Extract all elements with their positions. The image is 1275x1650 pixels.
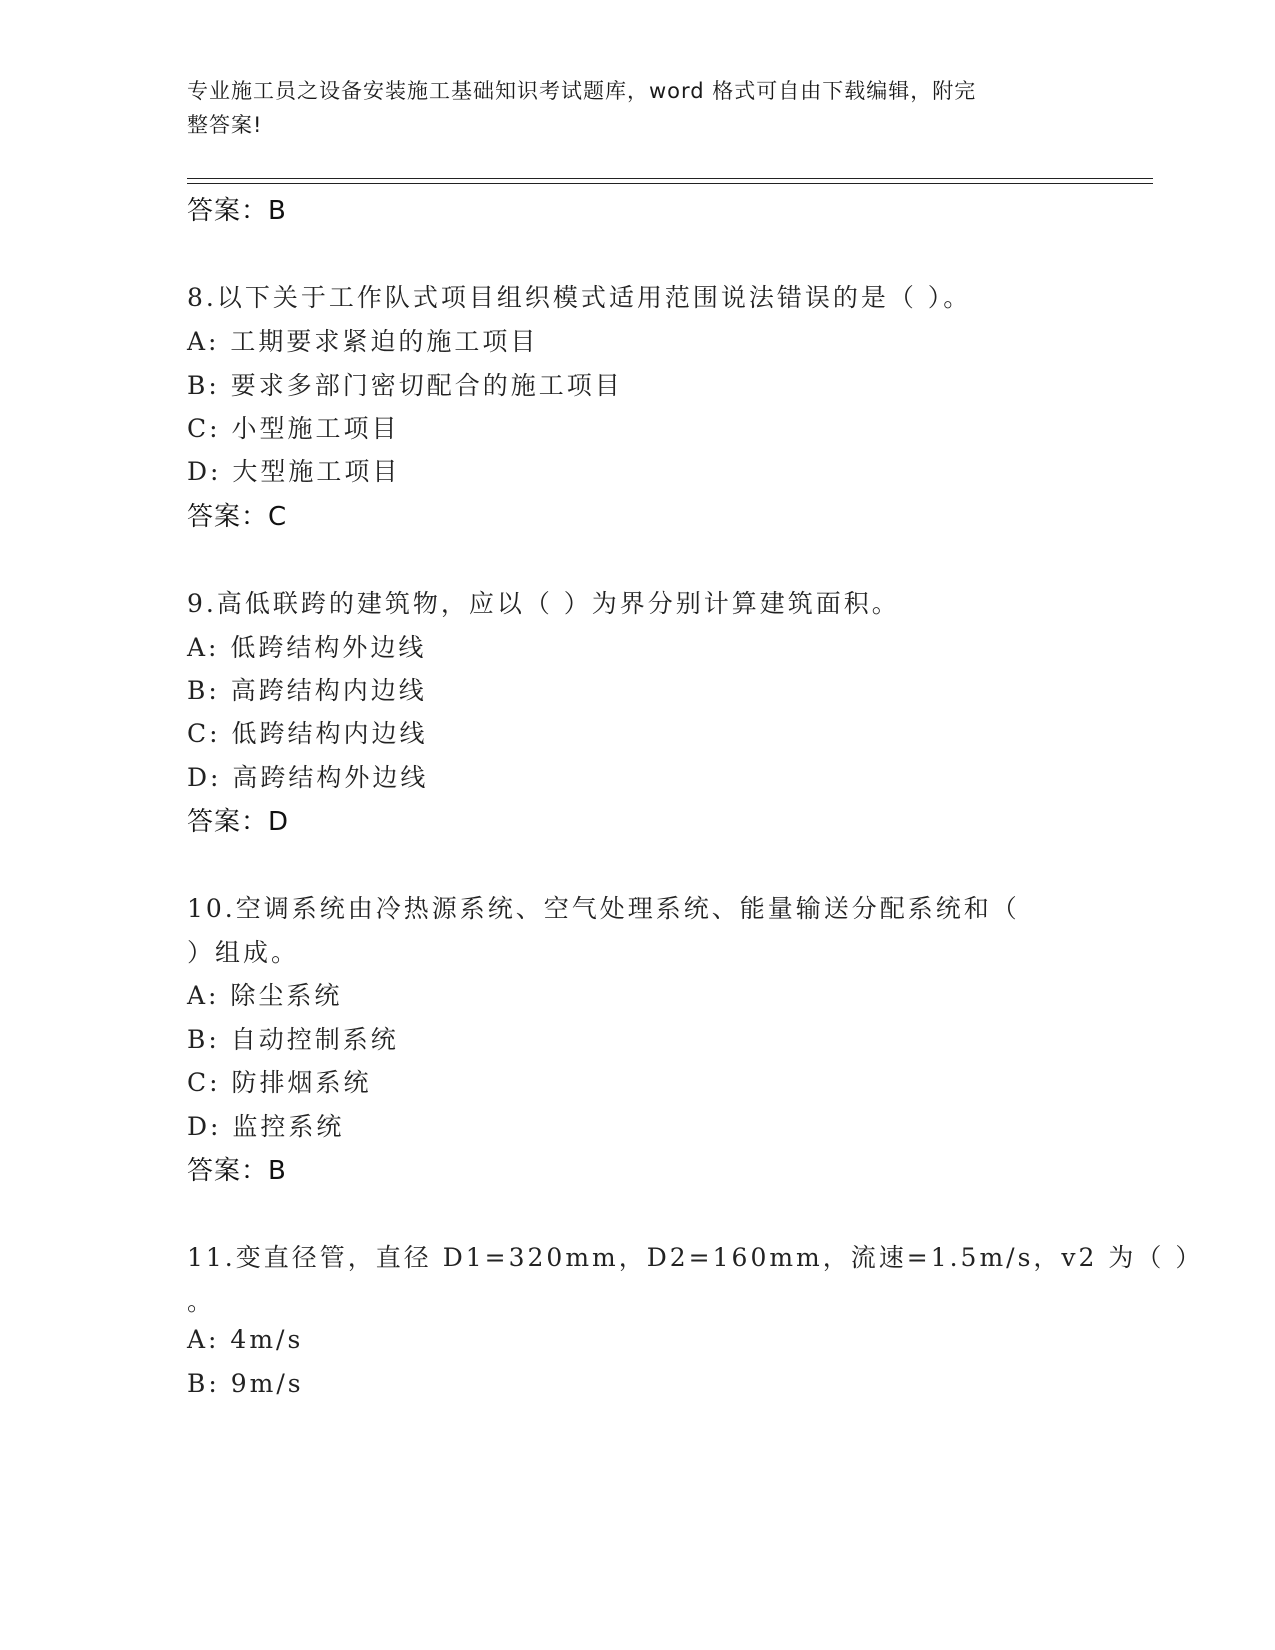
question-10-option-b: B: 自动控制系统: [187, 1025, 399, 1054]
question-9-stem: 9.高低联跨的建筑物，应以（ ）为界分别计算建筑面积。: [187, 589, 900, 618]
question-10-stem-line-1: 10.空调系统由冷热源系统、空气处理系统、能量输送分配系统和（: [187, 894, 1020, 923]
header-line-1: 专业施工员之设备安装施工基础知识考试题库，word 格式可自由下载编辑，附完: [187, 79, 977, 103]
question-9-answer: 答案：D: [187, 807, 290, 837]
header-line-2: 整答案!: [187, 113, 263, 137]
question-8-stem: 8.以下关于工作队式项目组织模式适用范围说法错误的是（ ）。: [187, 283, 972, 312]
question-8-option-a: A: 工期要求紧迫的施工项目: [187, 327, 539, 356]
question-8-option-c: C: 小型施工项目: [187, 414, 400, 443]
question-10-option-a: A: 除尘系统: [187, 981, 343, 1010]
document-header: [187, 74, 1087, 142]
question-9-option-d: D: 高跨结构外边线: [187, 763, 429, 792]
question-9-option-c: C: 低跨结构内边线: [187, 719, 428, 748]
question-8-answer: 答案：C: [187, 502, 288, 532]
question-9-option-b: B: 高跨结构内边线: [187, 676, 427, 705]
question-10-answer: 答案：B: [187, 1156, 287, 1186]
question-10-stem-line-2: ）组成。: [187, 938, 300, 967]
question-10-option-d: D: 监控系统: [187, 1112, 345, 1141]
question-11-stem-line-2: 。: [187, 1287, 216, 1316]
answer-previous: 答案：B: [187, 196, 287, 226]
question-8-option-d: D: 大型施工项目: [187, 457, 401, 486]
question-8-option-b: B: 要求多部门密切配合的施工项目: [187, 371, 623, 400]
question-11-option-a: A: 4m/s: [187, 1325, 304, 1354]
question-11-option-b: B: 9m/s: [187, 1369, 304, 1398]
header-divider: [187, 178, 1153, 184]
question-9-option-a: A: 低跨结构外边线: [187, 633, 427, 662]
question-10-option-c: C: 防排烟系统: [187, 1068, 372, 1097]
question-11-stem-line-1: 11.变直径管，直径 D1=320mm，D2=160mm，流速=1.5m/s，v2 为（ ）: [187, 1243, 1204, 1272]
